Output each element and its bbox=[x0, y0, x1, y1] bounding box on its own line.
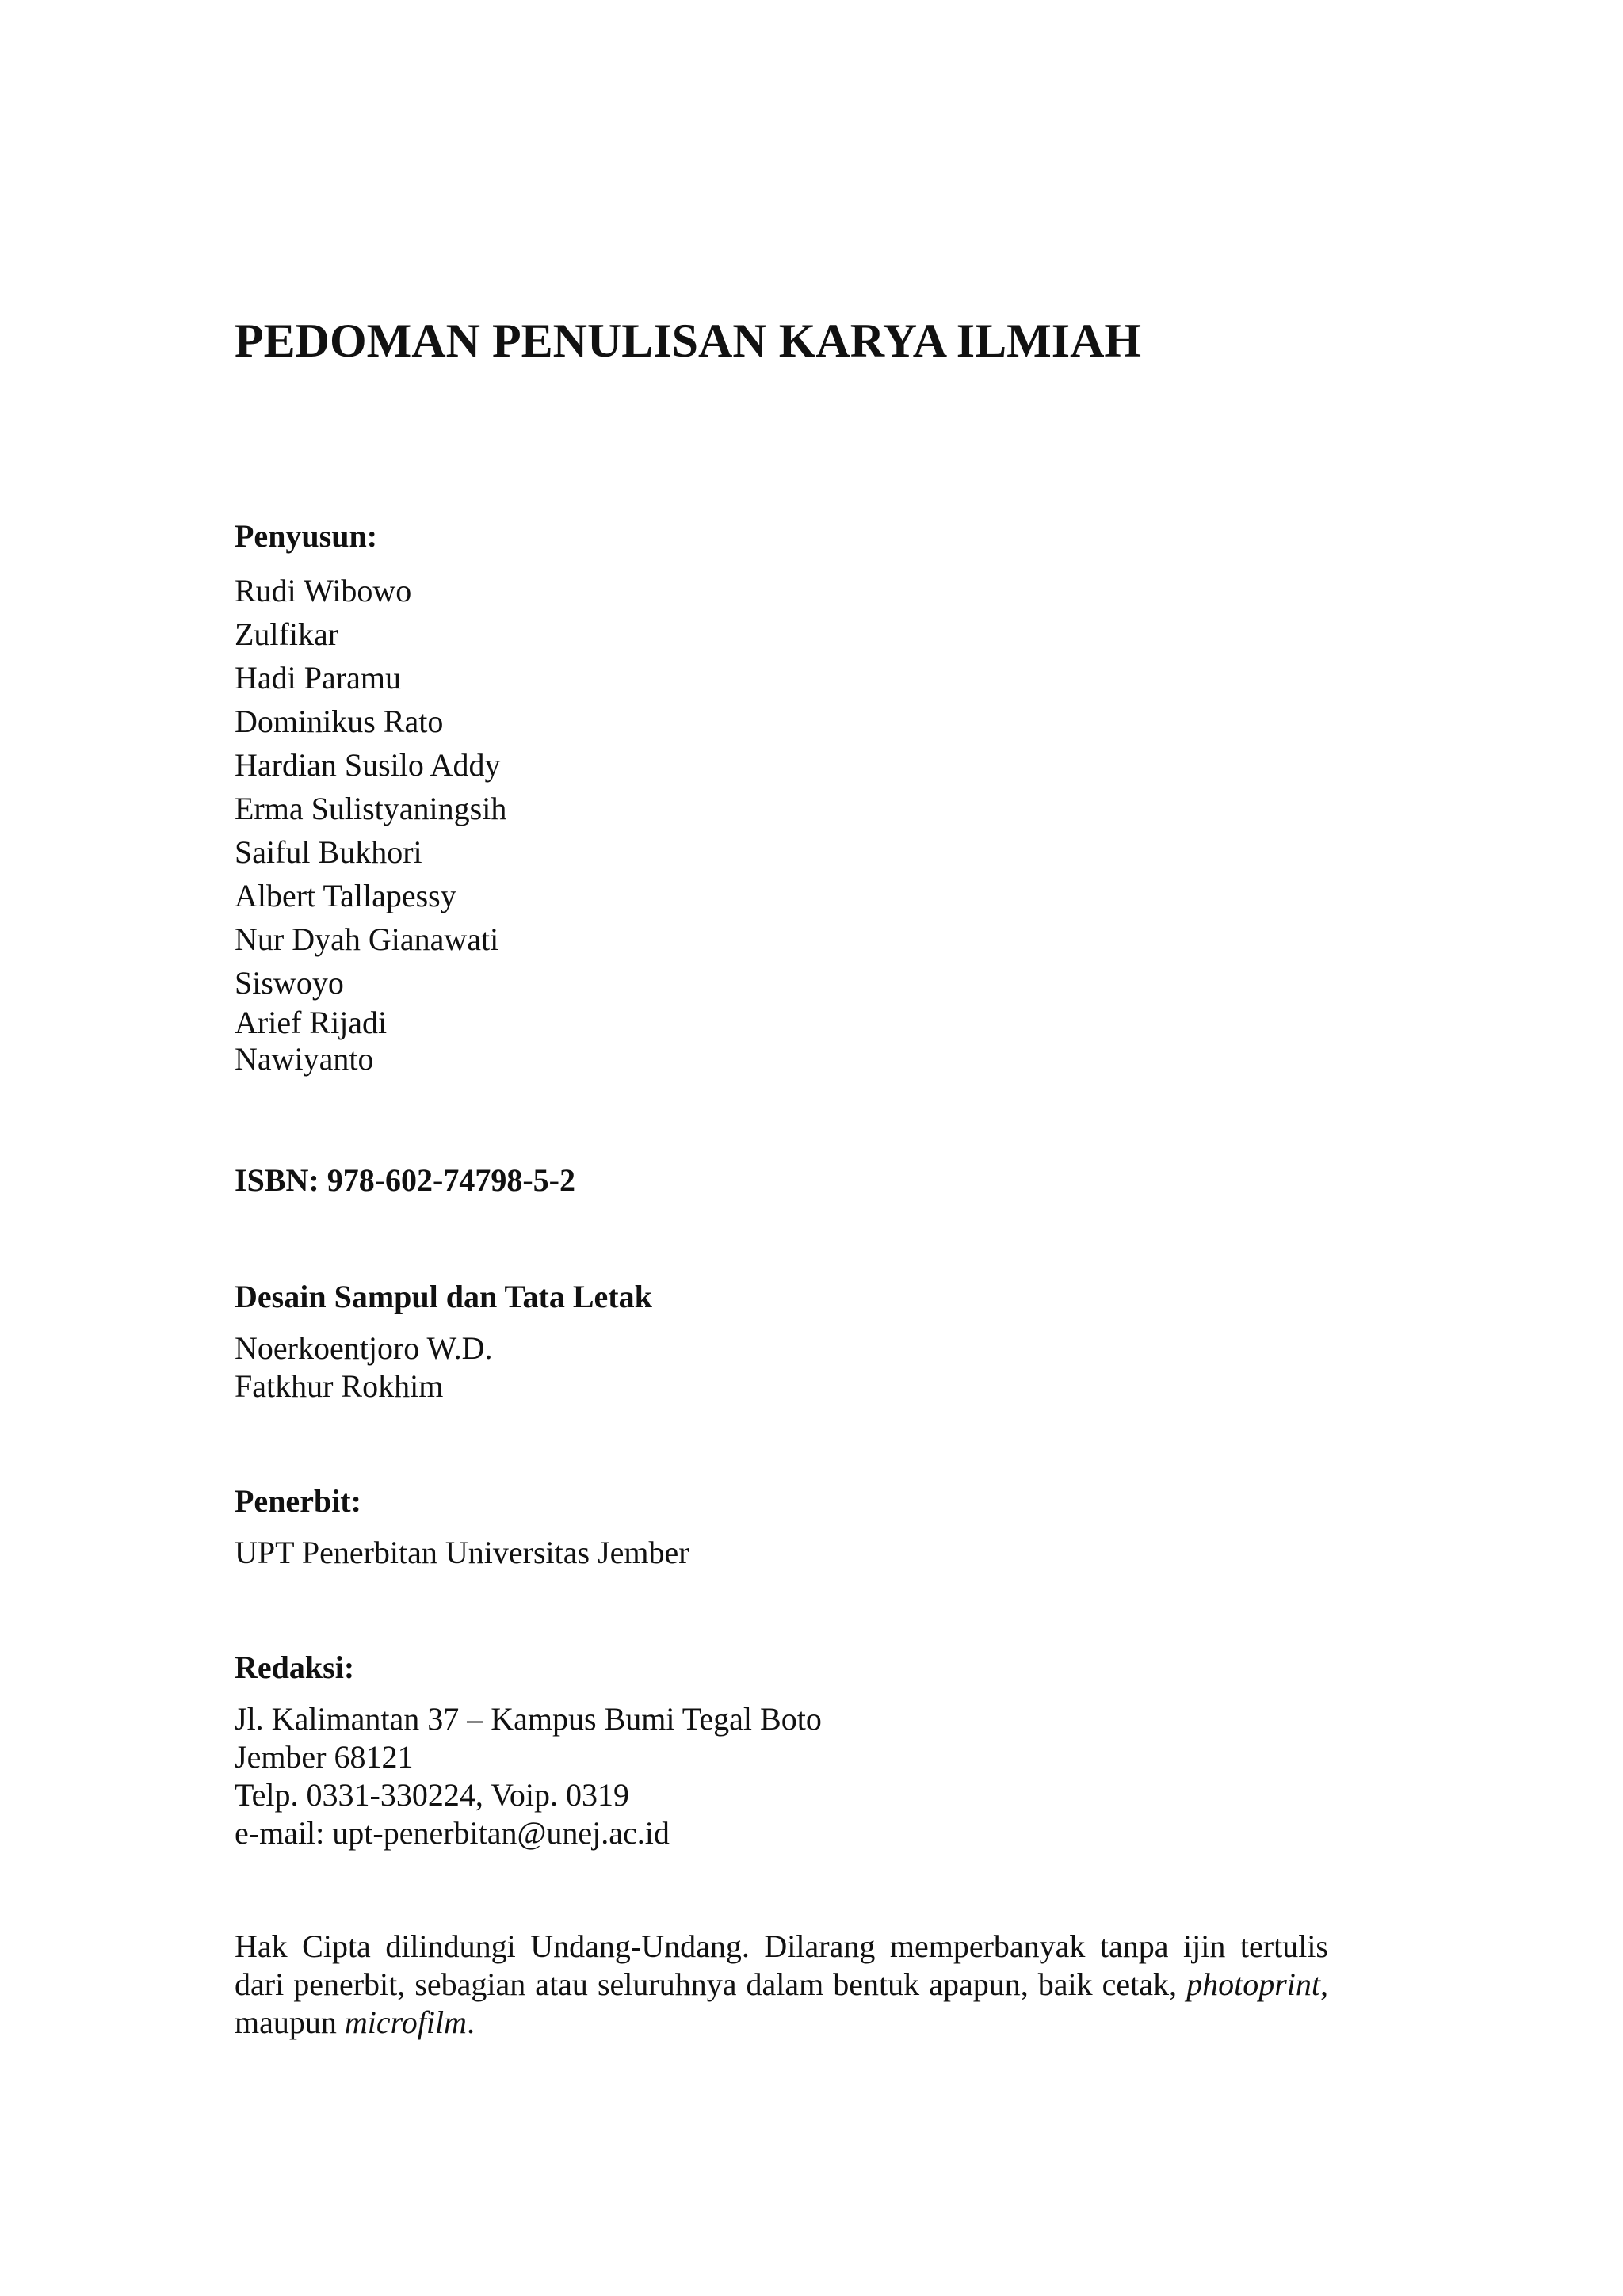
isbn-text: ISBN: 978-602-74798-5-2 bbox=[235, 1162, 575, 1198]
copyright-text: . bbox=[466, 2004, 475, 2040]
designer-name: Fatkhur Rokhim bbox=[235, 1368, 444, 1404]
copyright-text: Hak Cipta dilindungi Undang-Undang. Dilarang memperbanyak tanpa ijin tertulis dari penerbit, sebagian atau seluruhnya dalam bentuk apapun, baik cetak, bbox=[235, 1928, 1328, 2002]
author-name: Siswoyo bbox=[235, 965, 344, 1001]
author-name: Rudi Wibowo bbox=[235, 573, 412, 608]
editorial-section bbox=[235, 1648, 822, 1852]
copyright-text: , maupun bbox=[235, 1966, 1328, 2040]
author-name: Erma Sulistyaningsih bbox=[235, 791, 507, 826]
design-label: Desain Sampul dan Tata Letak bbox=[235, 1279, 652, 1314]
author-name: Zulfikar bbox=[235, 616, 339, 652]
copyright-italic-term: photoprint bbox=[1186, 1966, 1320, 2002]
publisher-section bbox=[235, 1482, 689, 1572]
copyright-notice bbox=[235, 1928, 1328, 2042]
author-name: Nawiyanto bbox=[235, 1041, 374, 1077]
author-name: Dominikus Rato bbox=[235, 704, 444, 739]
author-name: Saiful Bukhori bbox=[235, 834, 422, 870]
city-line: Jember 68121 bbox=[235, 1739, 414, 1775]
book-title: PEDOMAN PENULISAN KARYA ILMIAH bbox=[235, 315, 1142, 367]
authors-label: Penyusun: bbox=[235, 518, 378, 554]
copyright-italic-term: microfilm bbox=[344, 2004, 467, 2040]
author-name: Albert Tallapessy bbox=[235, 878, 456, 913]
author-name: Hadi Paramu bbox=[235, 660, 401, 696]
authors-section bbox=[235, 517, 506, 1077]
designer-name: Noerkoentjoro W.D. bbox=[235, 1330, 493, 1366]
editorial-label: Redaksi: bbox=[235, 1650, 355, 1685]
author-name: Nur Dyah Gianawati bbox=[235, 921, 499, 957]
author-name: Hardian Susilo Addy bbox=[235, 747, 501, 783]
isbn-section bbox=[235, 1161, 575, 1200]
publisher-name: UPT Penerbitan Universitas Jember bbox=[235, 1535, 689, 1570]
design-section bbox=[235, 1277, 652, 1405]
author-name: Arief Rijadi bbox=[235, 1005, 388, 1040]
phone-line: Telp. 0331-330224, Voip. 0319 bbox=[235, 1777, 629, 1813]
address-line: Jl. Kalimantan 37 – Kampus Bumi Tegal Boto bbox=[235, 1701, 822, 1737]
email-line: e-mail: upt-penerbitan@unej.ac.id bbox=[235, 1815, 670, 1851]
publisher-label: Penerbit: bbox=[235, 1483, 361, 1519]
